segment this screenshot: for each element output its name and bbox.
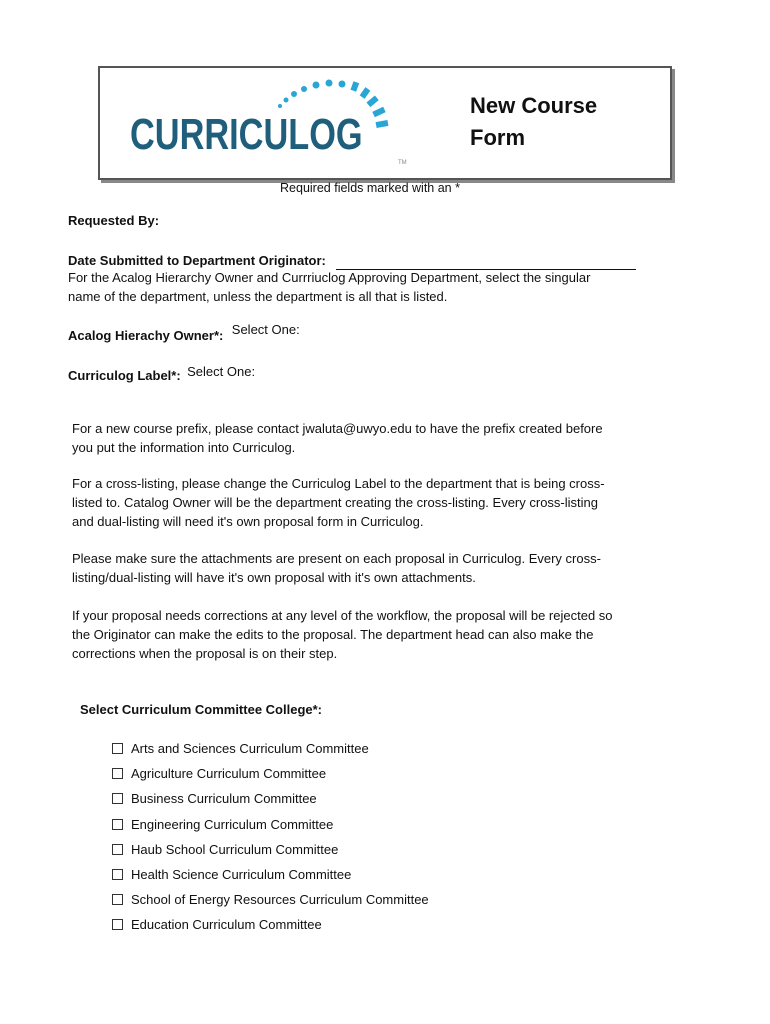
checkbox[interactable]	[112, 743, 123, 754]
title-line-1: New Course	[470, 93, 598, 118]
logo-trademark: TM	[398, 160, 407, 166]
page-title	[470, 90, 630, 154]
checkbox[interactable]	[112, 869, 123, 880]
paragraph-line: and dual-listing will need it's own proposal form in Curriculog.	[72, 514, 424, 529]
paragraph-line: For a cross-listing, please change the Curriculog Label to the department that is being cross-	[72, 476, 605, 491]
committee-option[interactable]	[112, 917, 322, 937]
logo-text: CURRICULOG	[130, 110, 363, 159]
date-submitted-label: Date Submitted to Department Originator:	[68, 253, 326, 268]
checkbox[interactable]	[112, 919, 123, 930]
committee-option-label: School of Energy Resources Curriculum Committee	[131, 892, 429, 908]
instruction-line: For the Acalog Hierarchy Owner and Currriuclog Approving Department, select the singular	[68, 270, 591, 285]
committee-option-label: Agriculture Curriculum Committee	[131, 766, 327, 782]
paragraph-line: listed to. Catalog Owner will be the department creating the cross-listing. Every cross-listing	[72, 495, 598, 510]
department-instruction	[68, 268, 668, 306]
info-paragraph-attachments	[72, 549, 672, 587]
required-note: Required fields marked with an *	[280, 181, 460, 195]
paragraph-line: Please make sure the attachments are present on each proposal in Curriculog. Every cross-	[72, 551, 601, 566]
committee-option[interactable]	[112, 741, 369, 761]
paragraph-line: the Originator can make the edits to the proposal. The department head can also make the	[72, 627, 594, 642]
requested-by-label: Requested By:	[68, 213, 160, 228]
committee-option-label: Arts and Sciences Curriculum Committee	[131, 741, 369, 756]
committee-option[interactable]	[112, 867, 351, 887]
committee-label: Select Curriculum Committee College*:	[80, 702, 322, 717]
committee-option-label: Education Curriculum Committee	[131, 917, 322, 933]
paragraph-line: listing/dual-listing will have it's own proposal with it's own attachments.	[72, 570, 476, 585]
instruction-line: name of the department, unless the department is all that is listed.	[68, 289, 448, 304]
curriculog-label-row	[68, 364, 255, 382]
committee-option[interactable]	[112, 892, 429, 912]
checkbox[interactable]	[112, 793, 123, 804]
info-paragraph-prefix	[72, 419, 672, 457]
acalog-owner-select[interactable]: Select One:	[231, 322, 300, 337]
title-line-2: Form	[470, 125, 525, 150]
paragraph-line: corrections when the proposal is on their step.	[72, 646, 338, 661]
curriculog-label-select[interactable]: Select One:	[187, 364, 256, 379]
checkbox[interactable]	[112, 844, 123, 855]
acalog-owner-label: Acalog Hierachy Owner*:	[68, 328, 224, 343]
curriculog-logo	[130, 82, 410, 172]
committee-option[interactable]	[112, 817, 333, 837]
committee-option-label: Haub School Curriculum Committee	[131, 841, 339, 857]
committee-option[interactable]	[112, 766, 326, 786]
curriculog-label-label: Curriculog Label*:	[68, 368, 181, 383]
form-header	[98, 66, 672, 180]
checkbox[interactable]	[112, 894, 123, 905]
acalog-owner-row	[68, 324, 300, 342]
paragraph-line: you put the information into Curriculog.	[72, 440, 296, 455]
info-paragraph-cross-listing	[72, 474, 672, 531]
committee-option-label: Business Curriculum Committee	[131, 791, 317, 807]
info-paragraph-corrections	[72, 606, 672, 663]
committee-option-label: Health Science Curriculum Committee	[131, 867, 352, 882]
committee-option[interactable]	[112, 791, 317, 811]
checkbox[interactable]	[112, 768, 123, 779]
paragraph-line: If your proposal needs corrections at any level of the workflow, the proposal will be rejected so	[72, 608, 613, 623]
checkbox[interactable]	[112, 819, 123, 830]
committee-option[interactable]	[112, 842, 338, 862]
paragraph-line: For a new course prefix, please contact jwaluta@uwyo.edu to have the prefix created before	[72, 421, 603, 436]
committee-option-label: Engineering Curriculum Committee	[131, 816, 334, 832]
